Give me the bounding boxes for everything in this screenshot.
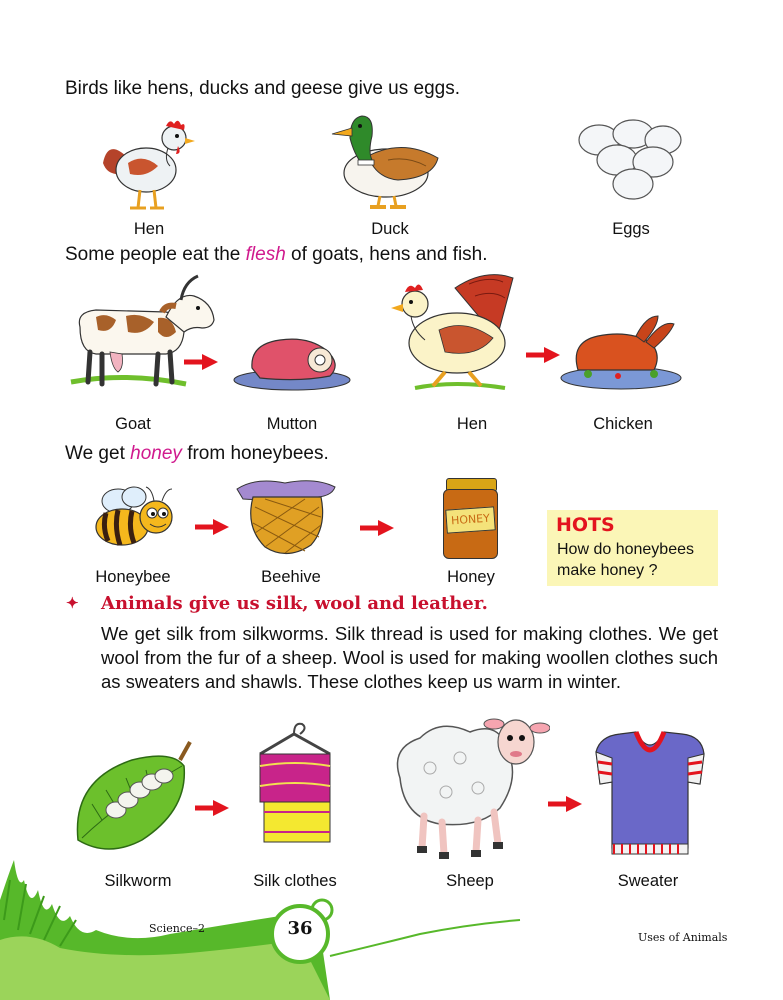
beehive-illustration xyxy=(235,477,337,559)
grass-footer-decoration xyxy=(0,860,783,1000)
goat-to-mutton-arrow-icon xyxy=(184,354,218,370)
flesh-highlight: flesh xyxy=(245,244,286,265)
bee-to-hive-arrow-icon xyxy=(195,519,229,535)
honey-jar xyxy=(443,478,498,560)
honeybee-caption: Honeybee xyxy=(95,568,171,586)
honey-jar-label: HONEY xyxy=(445,506,496,533)
sweater-caption: Sweater xyxy=(617,872,679,890)
eggs-sentence: Birds like hens, ducks and geese give us eggs. xyxy=(65,78,461,99)
footer-subject: Science–2 xyxy=(149,922,205,935)
silkworm-illustration xyxy=(72,740,202,860)
hen-brown-caption: Hen xyxy=(456,415,488,433)
sheep-illustration xyxy=(390,708,550,868)
duck-caption: Duck xyxy=(371,220,409,238)
heading-bullet-icon: ✦ xyxy=(66,594,79,612)
silk-clothes-caption: Silk clothes xyxy=(253,872,337,890)
chicken-caption: Chicken xyxy=(593,415,653,433)
hots-box xyxy=(547,510,718,586)
honey-caption: Honey xyxy=(447,568,495,586)
honey-sentence-start: We get xyxy=(65,443,131,464)
mutton-caption: Mutton xyxy=(266,415,318,433)
sheep-to-sweater-arrow-icon xyxy=(548,796,582,812)
honey-sentence xyxy=(65,443,329,465)
goat-caption: Goat xyxy=(115,415,151,433)
page-number: 36 xyxy=(287,918,313,939)
flesh-sentence-end: of goats, hens and fish. xyxy=(285,244,488,265)
sheep-caption: Sheep xyxy=(446,872,494,890)
flesh-sentence-start: Some people eat the xyxy=(65,244,246,265)
hen-to-chicken-arrow-icon xyxy=(526,347,560,363)
honey-sentence-end: from honeybees. xyxy=(181,443,329,464)
roast-chicken-illustration xyxy=(558,312,684,392)
hive-to-honey-arrow-icon xyxy=(360,520,394,536)
silk-wool-paragraph: We get silk from silkworms. Silk thread is used for making clothes. We get wool from the fur of a sheep. Wool is used for making woollen clothes such as sweaters and shawls. These clothes keep us warm in winter. xyxy=(101,623,718,692)
eggs-caption: Eggs xyxy=(612,220,650,238)
silkworm-to-clothes-arrow-icon xyxy=(195,800,229,816)
duck-illustration xyxy=(328,108,453,213)
footer-chapter: Uses of Animals xyxy=(638,931,728,944)
beehive-caption: Beehive xyxy=(261,568,321,586)
hen-brown-illustration xyxy=(385,268,525,398)
hots-question-line1: How do honeybees xyxy=(557,541,694,558)
honeybee-illustration xyxy=(88,483,180,553)
hen-caption: Hen xyxy=(133,220,165,238)
hots-question-line2: make honey ? xyxy=(557,562,658,579)
honey-highlight: honey xyxy=(130,443,182,464)
silkworm-caption: Silkworm xyxy=(104,872,172,890)
section-heading: Animals give us silk, wool and leather. xyxy=(101,593,488,614)
hots-title: HOTS xyxy=(556,514,615,536)
silk-clothes-illustration xyxy=(250,720,338,845)
flesh-sentence xyxy=(65,244,488,266)
eggs-illustration xyxy=(575,118,685,203)
hen-illustration xyxy=(98,108,198,216)
mutton-illustration xyxy=(230,330,355,395)
sweater-illustration xyxy=(590,728,710,858)
goat-illustration xyxy=(66,272,216,402)
